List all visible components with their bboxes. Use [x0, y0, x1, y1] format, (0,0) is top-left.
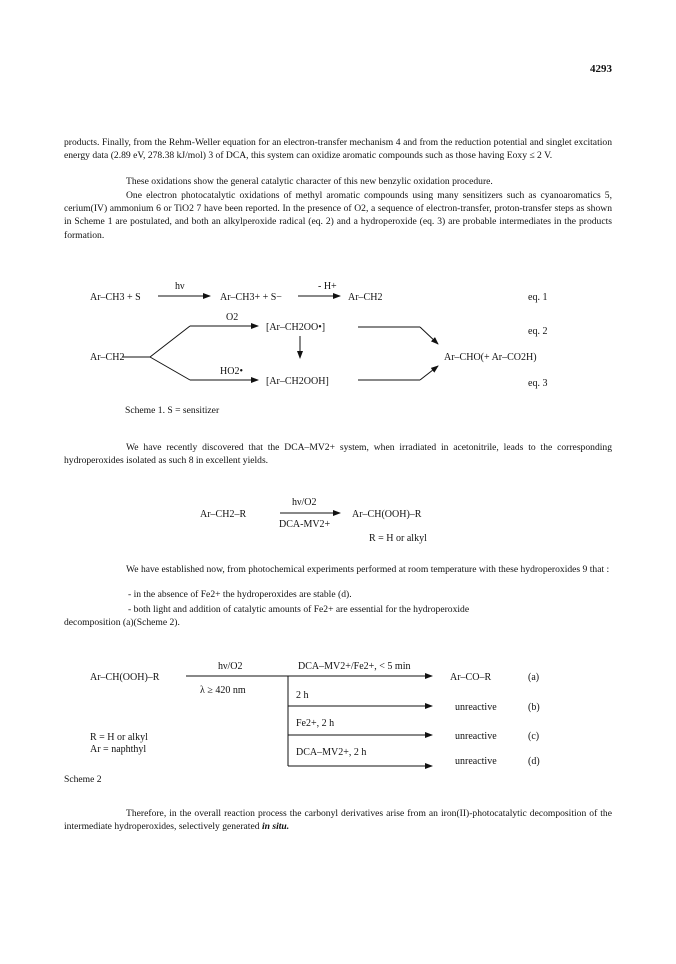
- conclusion-text: Therefore, in the overall reaction process the carbonyl derivatives arise from an iron(II)-photocatalytic decomposition of the intermediate hydroperoxides, selectively generated: [64, 808, 612, 833]
- s1-upper-species: [Ar–CH2OO•]: [266, 322, 326, 333]
- s2-product-c: unreactive: [455, 731, 497, 742]
- page-number: 4293: [590, 63, 612, 75]
- r2-right: Ar–CH(OOH)–R: [352, 509, 422, 520]
- s2-cond-d: DCA–MV2+, 2 h: [296, 747, 367, 758]
- s2-below1: λ ≥ 420 nm: [200, 685, 246, 696]
- s1-lower-label: HO2•: [220, 366, 243, 377]
- paragraph-catalytic: These oxidations show the general catalytic character of this new benzylic oxidation procedure.: [126, 176, 493, 187]
- r2-note: R = H or alkyl: [369, 533, 427, 544]
- bullet-light-line1: - both light and addition of catalytic amounts of Fe2+ are essential for the hydroperoxide: [128, 604, 470, 615]
- s1-product: Ar–CHO(+ Ar–CO2H): [444, 352, 537, 363]
- paragraph-established: We have established now, from photochemical experiments performed at room temperature with these hydroperoxides 9 that :: [126, 564, 610, 575]
- r2-left: Ar–CH2–R: [200, 509, 247, 520]
- bullet-light-line2: decomposition (a)(Scheme 2).: [64, 617, 180, 628]
- s1-r1-left: Ar–CH3 + S: [90, 292, 141, 303]
- s2-note2: Ar = naphthyl: [90, 744, 147, 755]
- r2-above: hν/O2: [292, 497, 317, 508]
- s2-product-a: Ar–CO–R: [450, 672, 492, 683]
- s1-upper-label: O2: [226, 312, 239, 323]
- s2-label-b: (b): [528, 702, 540, 713]
- s1-eq2: eq. 2: [528, 326, 548, 337]
- s2-above-top: DCA–MV2+/Fe2+, < 5 min: [298, 661, 411, 672]
- s2-product-b: unreactive: [455, 702, 497, 713]
- bullet-absence: - in the absence of Fe2+ the hydroperoxides are stable (d).: [128, 589, 352, 600]
- s1-r1-arrow-label: hν: [175, 281, 185, 292]
- paragraph-conclusion: [64, 807, 612, 833]
- r2-below: DCA-MV2+: [279, 519, 331, 530]
- s2-note1: R = H or alkyl: [90, 732, 148, 743]
- s2-cond-b: 2 h: [296, 690, 309, 701]
- s1-branch-left: Ar–CH2: [90, 352, 125, 363]
- s2-product-d: unreactive: [455, 756, 497, 767]
- paragraph-photocatalytic: One electron photocatalytic oxidations of methyl aromatic compounds using many sensitizers such as cyanoaromatics 5, cerium(IV) ammonium 6 or TiO2 7 have been reported. In the presence of O2, a sequence of electron-transfer, proton-transfer steps as shown in Scheme 1 are postulated, and both an alkylperoxide radical (eq. 2) and a hydroperoxide (eq. 3) are probable intermediates in the products formation.: [64, 190, 612, 241]
- s2-label-c: (c): [528, 731, 540, 742]
- s1-r1-mid: Ar–CH3+ + S−: [220, 292, 282, 303]
- s1-eq1: eq. 1: [528, 292, 548, 303]
- s2-cond-c: Fe2+, 2 h: [296, 718, 335, 729]
- paragraph-intro: products. Finally, from the Rehm-Weller equation for an electron-transfer mechanism 4 and from the reduction potential and singlet excitation energy data (2.89 eV, 278.38 kJ/mol) 3 of DCA, this system can oxidize aromatic compounds such as those having Eoxy ≤ 2 V.: [64, 137, 612, 162]
- s2-left: Ar–CH(OOH)–R: [90, 672, 160, 683]
- paragraph-dca-mv: We have recently discovered that the DCA–MV2+ system, when irradiated in acetonitrile, leads to the corresponding hydroperoxides isolated as such 8 in excellent yields.: [64, 442, 612, 467]
- scheme-2-caption: Scheme 2: [64, 774, 102, 785]
- s2-label-d: (d): [528, 756, 540, 767]
- s1-r1-arrow2-label: - H+: [318, 281, 337, 292]
- scheme-1-caption: Scheme 1. S = sensitizer: [125, 405, 220, 416]
- s2-label-a: (a): [528, 672, 540, 683]
- s1-eq3: eq. 3: [528, 378, 548, 389]
- s2-above1: hν/O2: [218, 661, 243, 672]
- s1-lower-species: [Ar–CH2OOH]: [266, 376, 329, 387]
- in-situ-emphasis: in situ.: [261, 821, 290, 833]
- s1-r1-right: Ar–CH2: [348, 292, 383, 303]
